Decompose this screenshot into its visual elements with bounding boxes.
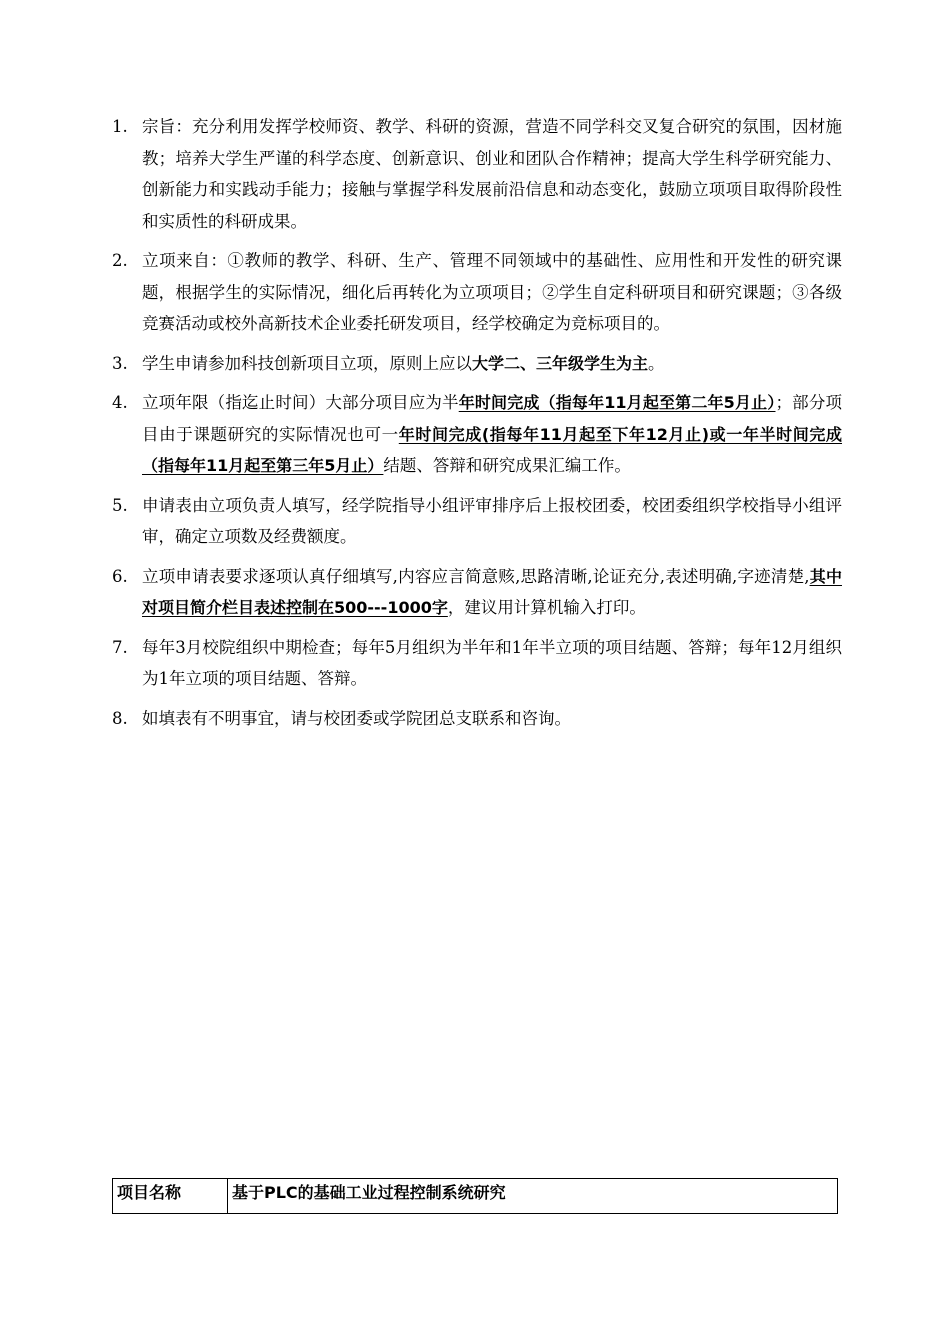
item-text: 宗旨：充分利用发挥学校师资、教学、科研的资源，营造不同学科交叉复合研究的氛围，因材施教；培养大学生严谨的科学态度、创新意识、创业和团队合作精神；提高大学生科学研究能力、创新能力和实践动手能力；接触与掌握学科发展前沿信息和动态变化，鼓励立项项目取得阶段性和实质性的科研成果。 [142,117,842,231]
project-name-value: 基于PLC的基础工业过程控制系统研究 [228,1179,838,1214]
emphasized-text: 大学二、三年级学生为主 [472,353,649,373]
list-item [112,490,842,553]
item-text: 如填表有不明事宜，请与校团委或学院团总支联系和咨询。 [142,708,571,728]
item-text: 学生申请参加科技创新项目立项，原则上应以 [142,353,472,373]
item-text: 。 [648,353,665,373]
emphasized-text: 其中对项目简介栏目表述控制在500---1000字 [142,566,842,617]
project-name-label: 项目名称 [113,1179,228,1214]
instructions-list [112,111,842,742]
item-number: 8. [112,708,128,728]
list-item [112,387,842,482]
item-text: ；部分项目由于课题研究的实际情况也可一 [142,393,843,444]
list-item [112,348,842,380]
list-item [112,111,842,237]
item-text: 申请表由立项负责人填写，经学院指导小组评审排序后上报校团委，校团委组织学校指导小组评审，确定立项数及经费额度。 [142,495,842,546]
item-number: 5. [112,495,128,515]
item-number: 6. [112,566,128,586]
item-text: 立项年限（指迄止时间）大部分项目应为半 [142,393,459,412]
item-number: 1. [112,117,128,136]
list-item [112,703,842,735]
item-number: 7. [112,637,128,657]
list-item [112,245,842,340]
item-text: 立项申请表要求逐项认真仔细填写,内容应言简意赅,思路清晰,论证充分,表述明确,字迹清楚, [142,566,810,586]
item-number: 3. [112,353,128,373]
item-text: 每年3月校院组织中期检查；每年5月组织为半年和1年半立项的项目结题、答辩；每年12月组织为1年立项的项目结题、答辩。 [142,637,842,688]
list-item [112,561,842,624]
project-name-row [113,1179,838,1214]
item-number: 4. [112,393,128,412]
item-text: ，建议用计算机输入打印。 [447,598,646,617]
project-info-table [112,1178,838,1214]
emphasized-text: 年时间完成(指每年11月起至下年12月止)或一年半时间完成（指每年11月起至第三年5月止） [142,424,843,475]
item-number: 2. [112,251,128,270]
item-text: 立项来自：①教师的教学、科研、生产、管理不同领域中的基础性、应用性和开发性的研究课题，根据学生的实际情况，细化后再转化为立项项目；②学生自定科研项目和研究课题；③各级竞赛活动或校外高新技术企业委托研发项目，经学校确定为竞标项目的。 [142,251,842,333]
item-text: 结题、答辩和研究成果汇编工作。 [383,456,631,475]
list-item [112,632,842,695]
emphasized-text: 年时间完成（指每年11月起至第二年5月止） [458,393,776,412]
